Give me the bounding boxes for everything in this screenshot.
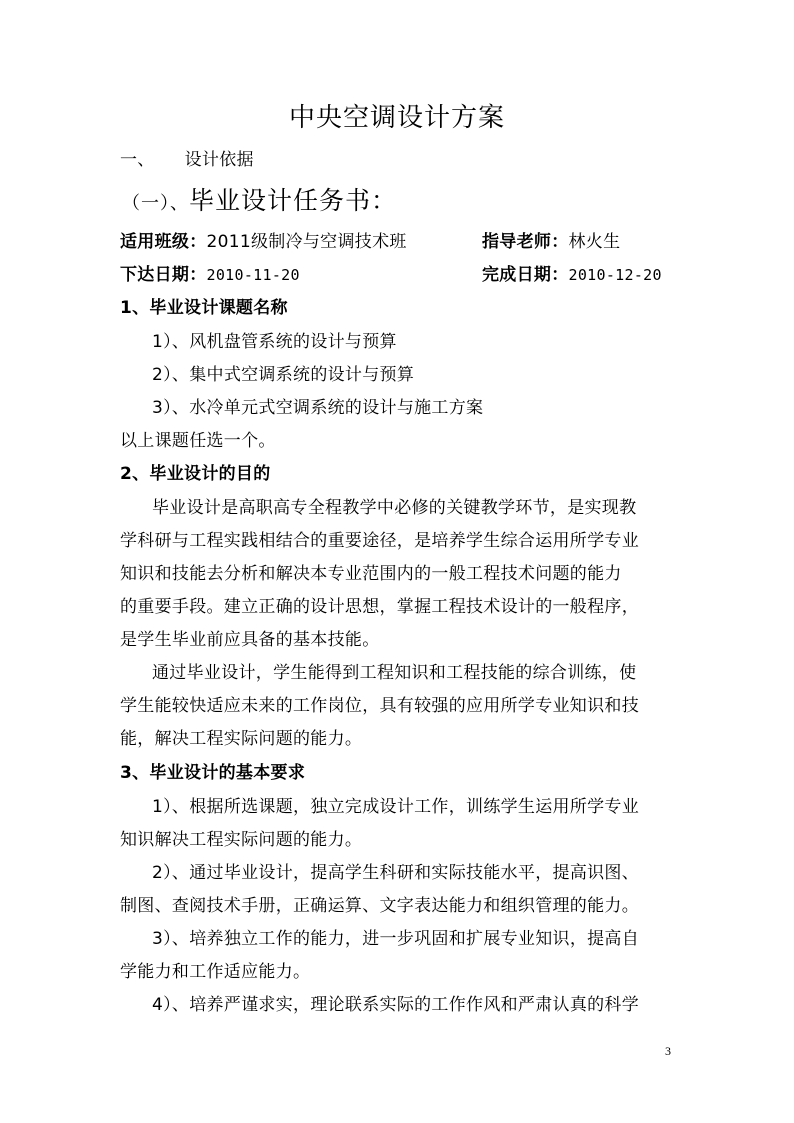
page-number: 3 xyxy=(665,1044,671,1058)
topic-item: 3）、水冷单元式空调系统的设计与施工方案 xyxy=(152,398,484,418)
page-title: 中央空调设计方案 xyxy=(288,103,505,133)
finish-date-value: 2010-12-20 xyxy=(568,266,662,284)
outline-number: 一、 xyxy=(120,150,155,170)
issue-date-value: 2010-11-20 xyxy=(206,266,300,284)
section-number: （一）、 xyxy=(122,193,189,214)
heading-purpose: 2、毕业设计的目的 xyxy=(120,464,271,484)
teacher-label: 指导老师： xyxy=(482,232,569,252)
purpose-line: 学生能较快适应未来的工作岗位，具有较强的应用所学专业知识和技 xyxy=(120,696,639,716)
topics-note: 以上课题任选一个。 xyxy=(120,431,276,451)
outline-heading xyxy=(120,148,254,172)
meta-issue-date xyxy=(120,263,300,287)
class-value: 2011级制冷与空调技术班 xyxy=(206,232,407,252)
purpose-line: 的重要手段。建立正确的设计思想，掌握工程技术设计的一般程序， xyxy=(120,597,639,617)
heading-requirements: 3、毕业设计的基本要求 xyxy=(120,763,306,783)
purpose-line: 是学生毕业前应具备的基本技能。 xyxy=(120,630,380,650)
class-label: 适用班级： xyxy=(120,232,207,252)
purpose-line: 学科研与工程实践相结合的重要途径，是培养学生综合运用所学专业 xyxy=(120,531,639,551)
requirement-line: 制图、查阅技术手册，正确运算、文字表达能力和组织管理的能力。 xyxy=(120,896,639,916)
purpose-line: 毕业设计是高职高专全程教学中必修的关键教学环节，是实现教 xyxy=(152,498,637,518)
section-label: 毕业设计任务书： xyxy=(189,186,398,215)
purpose-line: 知识和技能去分析和解决本专业范围内的一般工程技术问题的能力 xyxy=(120,564,622,584)
purpose-line: 能，解决工程实际问题的能力。 xyxy=(120,729,363,749)
finish-date-label: 完成日期： xyxy=(482,265,569,285)
meta-teacher xyxy=(482,230,620,254)
heading-topics: 1、毕业设计课题名称 xyxy=(120,298,288,318)
topic-item: 1）、风机盘管系统的设计与预算 xyxy=(152,332,397,352)
requirement-line: 知识解决工程实际问题的能力。 xyxy=(120,830,363,850)
outline-label: 设计依据 xyxy=(184,150,254,170)
section-heading xyxy=(122,184,397,221)
issue-date-label: 下达日期： xyxy=(120,265,207,285)
meta-finish-date xyxy=(482,263,662,287)
requirement-line: 1）、根据所选课题，独立完成设计工作，训练学生运用所学专业 xyxy=(152,797,640,817)
requirement-line: 学能力和工作适应能力。 xyxy=(120,962,311,982)
topic-item: 2）、集中式空调系统的设计与预算 xyxy=(152,365,415,385)
requirement-line: 4）、培养严谨求实，理论联系实际的工作作风和严肃认真的科学 xyxy=(152,995,640,1015)
teacher-value: 林火生 xyxy=(568,232,621,252)
purpose-line: 通过毕业设计，学生能得到工程知识和工程技能的综合训练，使 xyxy=(152,663,637,683)
meta-class xyxy=(120,230,407,254)
requirement-line: 3）、培养独立工作的能力，进一步巩固和扩展专业知识，提高自 xyxy=(152,929,640,949)
requirement-line: 2）、通过毕业设计，提高学生科研和实际技能水平，提高识图、 xyxy=(152,863,640,883)
